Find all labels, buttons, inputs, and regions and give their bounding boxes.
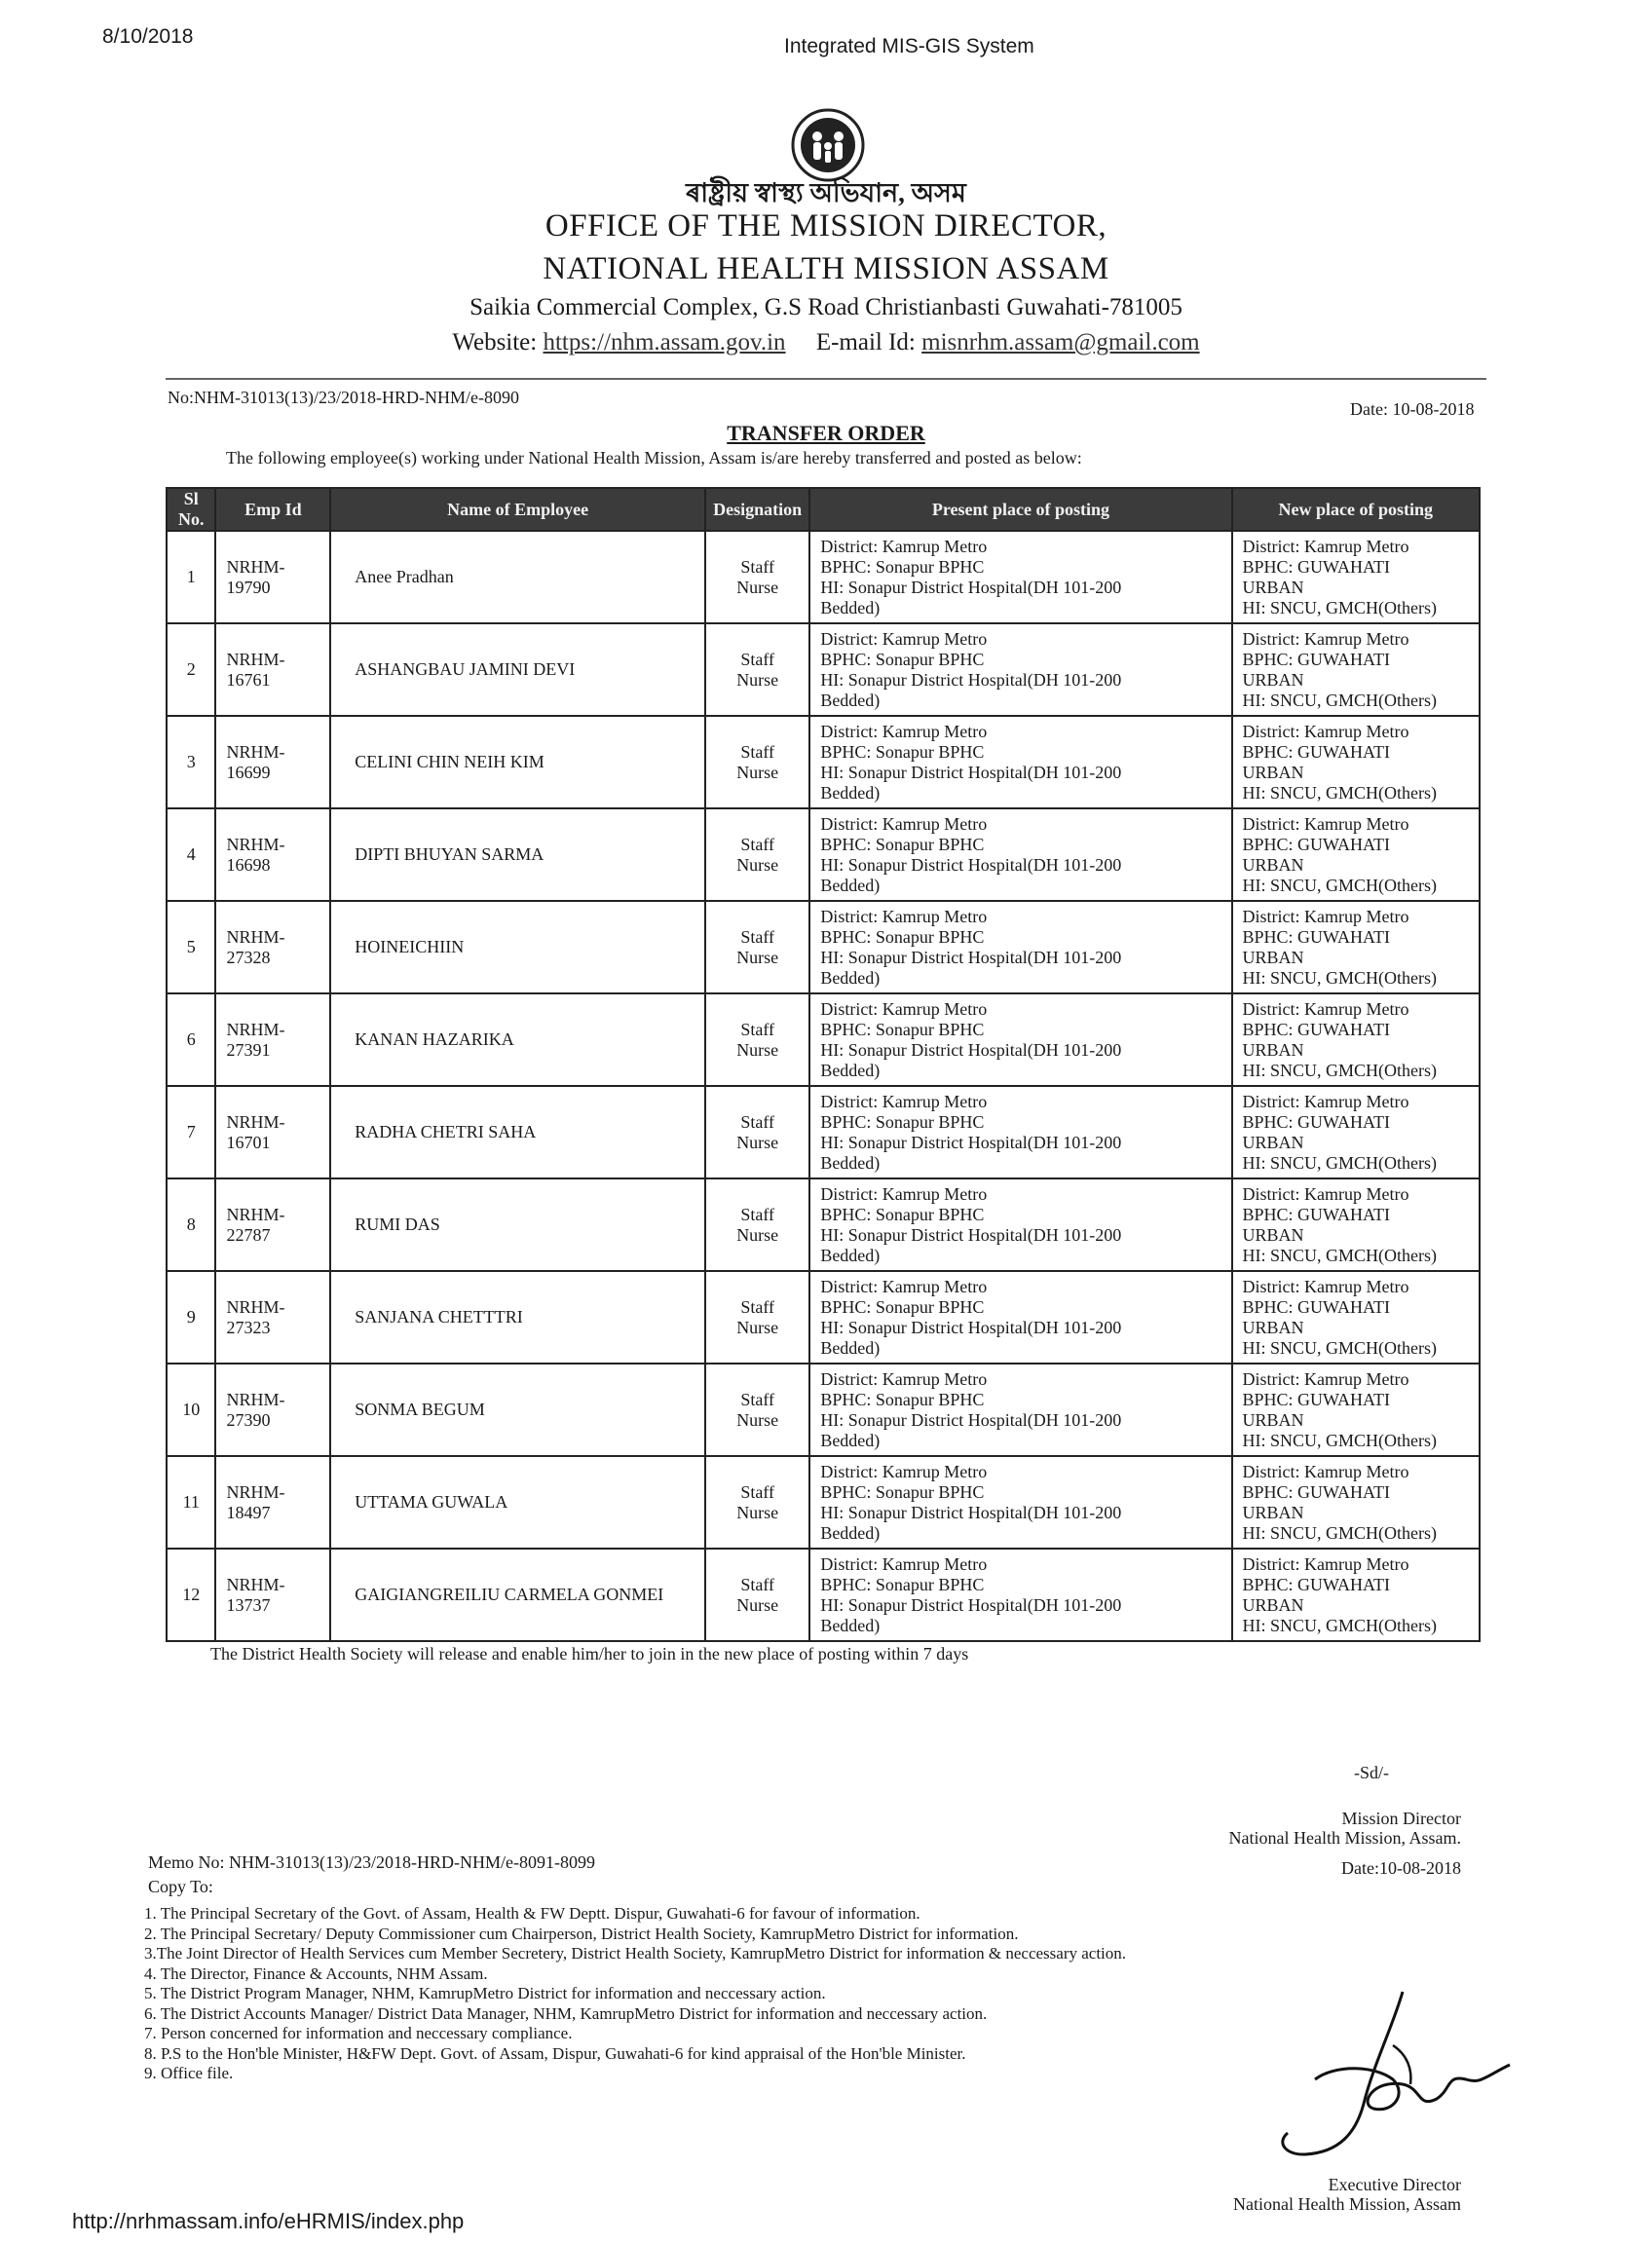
header-present-posting: Present place of posting [809,488,1231,531]
designation-cell-line: Staff [740,556,775,577]
designation-cell-line: Nurse [736,1039,779,1060]
designation-cell-line: Staff [740,1481,775,1502]
new-posting-cell-line: HI: SNCU, GMCH(Others) [1242,1060,1438,1080]
order-intro: The following employee(s) working under National Health Mission, Assam is/are hereby transferred and posted as below: [226,448,1082,467]
table-row [167,623,1480,716]
new-posting-cell [1232,1178,1480,1271]
emp-id-cell-line: NRHM- [226,926,285,947]
present-posting-cell-line: District: Kamrup Metro [820,1276,988,1296]
present-posting-cell-line: Bedded) [820,690,881,710]
present-posting-cell-line: BPHC: Sonapur BPHC [820,1019,985,1039]
new-posting-cell-line: URBAN [1242,1132,1304,1152]
website-link[interactable]: https://nhm.assam.gov.in [543,329,786,355]
emp-id-cell [215,901,330,993]
emp-id-cell-line: 27390 [226,1409,271,1430]
designation-cell-line: Nurse [736,854,779,875]
emp-id-cell [215,716,330,808]
new-posting-cell [1232,901,1480,993]
copy-to-item: 9. Office file. [144,2064,234,2082]
designation-cell [705,623,809,716]
emp-id-cell [215,531,330,623]
new-posting-cell-line: HI: SNCU, GMCH(Others) [1242,1430,1438,1450]
designation-cell-line: Staff [740,1111,775,1132]
emp-id-cell-line: 16699 [226,762,271,782]
emp-id-cell-line: 22787 [226,1224,271,1245]
order-number: No:NHM-31013(13)/23/2018-HRD-NHM/e-8090 [168,388,519,407]
new-posting-cell-line: HI: SNCU, GMCH(Others) [1242,782,1438,803]
present-posting-cell-line: BPHC: Sonapur BPHC [820,1389,985,1409]
table-row [167,1086,1480,1178]
present-posting-cell-line: Bedded) [820,782,881,803]
employee-name-cell: UTTAMA GUWALA [330,1456,705,1549]
emp-id-cell-line: NRHM- [226,1574,285,1594]
emp-id-cell [215,993,330,1086]
employee-name-cell: RUMI DAS [330,1178,705,1271]
employee-name-cell: DIPTI BHUYAN SARMA [330,808,705,901]
new-posting-cell-line: URBAN [1242,1317,1304,1337]
new-posting-cell [1232,808,1480,901]
designation-cell-line: Nurse [736,762,779,782]
new-posting-cell-line: District: Kamrup Metro [1242,906,1409,926]
emp-id-cell-line: NRHM- [226,1204,285,1224]
emp-id-cell [215,808,330,901]
present-posting-cell [809,808,1231,901]
new-posting-cell-line: District: Kamrup Metro [1242,628,1409,649]
sl-no-cell: 5 [167,901,215,993]
emp-id-cell-line: 27328 [226,947,271,967]
new-posting-cell-line: HI: SNCU, GMCH(Others) [1242,1152,1438,1173]
contact-line [0,329,1652,356]
office-address: Saikia Commercial Complex, G.S Road Christianbasti Guwahati-781005 [469,294,1183,320]
emp-id-cell-line: 16698 [226,854,271,875]
new-posting-cell-line: District: Kamrup Metro [1242,1461,1409,1481]
email-link[interactable]: misnrhm.assam@gmail.com [921,329,1200,355]
emp-id-cell-line: 27391 [226,1039,271,1060]
table-row [167,1549,1480,1641]
table-row [167,808,1480,901]
designation-cell [705,1086,809,1178]
sl-no-cell: 11 [167,1456,215,1549]
mission-director-block [1208,1809,1461,1848]
table-header-row [167,488,1480,531]
present-posting-cell-line: District: Kamrup Metro [820,536,988,556]
copy-to-item: 5. The District Program Manager, NHM, KamrupMetro District for information and neccessary action. [144,1984,826,2002]
new-posting-cell-line: HI: SNCU, GMCH(Others) [1242,1522,1438,1543]
designation-cell [705,1178,809,1271]
emp-id-cell-line: NRHM- [226,556,285,577]
present-posting-cell-line: Bedded) [820,1522,881,1543]
new-posting-cell-line: URBAN [1242,669,1304,690]
present-posting-cell-line: BPHC: Sonapur BPHC [820,1111,985,1132]
present-posting-cell-line: District: Kamrup Metro [820,1183,988,1204]
sl-no-cell: 6 [167,993,215,1086]
office-title-line2: NATIONAL HEALTH MISSION ASSAM [543,251,1109,286]
table-row [167,993,1480,1086]
present-posting-cell-line: Bedded) [820,875,881,895]
signed-mark: -Sd/- [1354,1763,1389,1782]
copy-to-item: 6. The District Accounts Manager/ District Data Manager, NHM, KamrupMetro District for information and neccessary action. [144,2003,988,2023]
new-posting-cell-line: HI: SNCU, GMCH(Others) [1242,690,1438,710]
emp-id-cell-line: NRHM- [226,834,285,854]
present-posting-cell-line: Bedded) [820,1615,881,1635]
new-posting-cell-line: URBAN [1242,1409,1304,1430]
present-posting-cell-line: HI: Sonapur District Hospital(DH 101-200 [820,669,1122,690]
new-posting-cell-line: URBAN [1242,1502,1304,1522]
designation-cell-line: Staff [740,926,775,947]
employee-name-cell: CELINI CHIN NEIH KIM [330,716,705,808]
signoff-date: Date:10-08-2018 [1341,1858,1461,1878]
employee-name-cell: Anee Pradhan [330,531,705,623]
copy-to-item: 7. Person concerned for information and neccessary compliance. [144,2024,573,2042]
new-posting-cell-line: District: Kamrup Metro [1242,1368,1409,1389]
memo-number: Memo No: NHM-31013(13)/23/2018-HRD-NHM/e-8091-8099 [148,1852,595,1872]
header-divider [166,378,1486,380]
new-posting-cell-line: HI: SNCU, GMCH(Others) [1242,1337,1438,1358]
new-posting-cell [1232,1086,1480,1178]
emp-id-cell [215,1086,330,1178]
new-posting-cell-line: HI: SNCU, GMCH(Others) [1242,875,1438,895]
emp-id-cell-line: 18497 [226,1502,271,1522]
designation-cell [705,808,809,901]
new-posting-cell-line: URBAN [1242,762,1304,782]
designation-cell-line: Nurse [736,1132,779,1152]
sl-no-cell: 9 [167,1271,215,1364]
present-posting-cell [809,901,1231,993]
new-posting-cell [1232,716,1480,808]
designation-cell [705,901,809,993]
header-emp-id: Emp Id [215,488,330,531]
designation-cell-line: Staff [740,1296,775,1317]
new-posting-cell-line: BPHC: GUWAHATI [1242,741,1391,762]
executive-director-org: National Health Mission, Assam [1233,2194,1461,2214]
emp-id-cell-line: NRHM- [226,1481,285,1502]
present-posting-cell-line: District: Kamrup Metro [820,813,988,834]
present-posting-cell-line: Bedded) [820,967,881,988]
new-posting-cell [1232,623,1480,716]
email-label: E-mail Id: [815,329,916,355]
new-posting-cell-line: District: Kamrup Metro [1242,536,1409,556]
transfer-table [166,487,1481,1642]
footer-url[interactable]: http://nrhmassam.info/eHRMIS/index.php [72,2209,465,2233]
present-posting-cell-line: Bedded) [820,597,881,617]
copy-to-item: 2. The Principal Secretary/ Deputy Commissioner cum Chairperson, District Health Society, KamrupMetro District for information. [144,1924,1019,1943]
table-row [167,1456,1480,1549]
new-posting-cell-line: HI: SNCU, GMCH(Others) [1242,597,1438,617]
sl-no-cell: 8 [167,1178,215,1271]
sl-no-cell: 1 [167,531,215,623]
present-posting-cell [809,1549,1231,1641]
present-posting-cell-line: Bedded) [820,1430,881,1450]
present-posting-cell-line: HI: Sonapur District Hospital(DH 101-200 [820,762,1122,782]
designation-cell-line: Staff [740,834,775,854]
copy-to-list [144,1904,1126,2084]
emp-id-cell-line: NRHM- [226,1019,285,1039]
emp-id-cell-line: 13737 [226,1594,271,1615]
present-posting-cell-line: HI: Sonapur District Hospital(DH 101-200 [820,1594,1122,1615]
new-posting-cell-line: BPHC: GUWAHATI [1242,556,1391,577]
emp-id-cell-line: 27323 [226,1317,271,1337]
present-posting-cell-line: Bedded) [820,1060,881,1080]
new-posting-cell [1232,1456,1480,1549]
new-posting-cell-line: District: Kamrup Metro [1242,1276,1409,1296]
emp-id-cell-line: 16761 [226,669,271,690]
header-new-posting: New place of posting [1232,488,1480,531]
sl-no-cell: 3 [167,716,215,808]
designation-cell-line: Nurse [736,1409,779,1430]
new-posting-cell-line: BPHC: GUWAHATI [1242,1481,1391,1502]
table-row [167,531,1480,623]
order-title: TRANSFER ORDER [727,421,925,445]
present-posting-cell-line: Bedded) [820,1245,881,1265]
emp-id-cell [215,1456,330,1549]
present-posting-cell [809,623,1231,716]
new-posting-cell-line: District: Kamrup Metro [1242,1091,1409,1111]
new-posting-cell-line: District: Kamrup Metro [1242,721,1409,741]
print-date: 8/10/2018 [102,25,194,48]
table-row [167,1178,1480,1271]
present-posting-cell-line: HI: Sonapur District Hospital(DH 101-200 [820,577,1122,597]
emp-id-cell-line: NRHM- [226,1111,285,1132]
sl-no-cell: 4 [167,808,215,901]
sl-no-cell: 10 [167,1364,215,1456]
emp-id-cell-line: NRHM- [226,649,285,669]
copy-to-item: 1. The Principal Secretary of the Govt. of Assam, Health & FW Deptt. Dispur, Guwahati-6 for favour of information. [144,1904,920,1923]
present-posting-cell-line: HI: Sonapur District Hospital(DH 101-200 [820,1039,1122,1060]
present-posting-cell-line: BPHC: Sonapur BPHC [820,834,985,854]
new-posting-cell-line: BPHC: GUWAHATI [1242,1204,1391,1224]
copy-to-item: 3.The Joint Director of Health Services cum Member Secretery, District Health Society, KamrupMetro District for information & neccessary action. [144,1944,1127,1963]
new-posting-cell-line: HI: SNCU, GMCH(Others) [1242,1615,1438,1635]
header-employee-name: Name of Employee [330,488,705,531]
header-designation: Designation [705,488,809,531]
employee-name-cell: SANJANA CHETTTRI [330,1271,705,1364]
emp-id-cell-line: 19790 [226,577,271,597]
designation-cell-line: Staff [740,741,775,762]
present-posting-cell-line: HI: Sonapur District Hospital(DH 101-200 [820,1317,1122,1337]
present-posting-cell-line: District: Kamrup Metro [820,1091,988,1111]
employee-name-cell: RADHA CHETRI SAHA [330,1086,705,1178]
present-posting-cell [809,1178,1231,1271]
new-posting-cell-line: URBAN [1242,1039,1304,1060]
mission-director-title: Mission Director [1341,1809,1461,1828]
present-posting-cell-line: District: Kamrup Metro [820,721,988,741]
new-posting-cell-line: URBAN [1242,577,1304,597]
present-posting-cell-line: HI: Sonapur District Hospital(DH 101-200 [820,854,1122,875]
employee-name-cell: HOINEICHIIN [330,901,705,993]
designation-cell [705,531,809,623]
new-posting-cell-line: URBAN [1242,1594,1304,1615]
present-posting-cell-line: BPHC: Sonapur BPHC [820,926,985,947]
designation-cell-line: Nurse [736,577,779,597]
present-posting-cell-line: HI: Sonapur District Hospital(DH 101-200 [820,1224,1122,1245]
designation-cell [705,1549,809,1641]
present-posting-cell-line: District: Kamrup Metro [820,1368,988,1389]
new-posting-cell-line: BPHC: GUWAHATI [1242,1389,1391,1409]
designation-cell-line: Staff [740,649,775,669]
new-posting-cell-line: URBAN [1242,1224,1304,1245]
new-posting-cell-line: BPHC: GUWAHATI [1242,1296,1391,1317]
copy-to-item: 8. P.S to the Hon'ble Minister, H&FW Dept. Govt. of Assam, Dispur, Guwahati-6 for kind appraisal of the Hon'ble Minister. [144,2043,966,2063]
present-posting-cell-line: BPHC: Sonapur BPHC [820,1296,985,1317]
new-posting-cell-line: BPHC: GUWAHATI [1242,649,1391,669]
present-posting-cell-line: HI: Sonapur District Hospital(DH 101-200 [820,1132,1122,1152]
assamese-title: ৰাষ্ট্ৰীয় স্বাস্থ্য অভিযান, অসম [686,178,966,207]
designation-cell-line: Staff [740,1204,775,1224]
table-row [167,901,1480,993]
new-posting-cell [1232,993,1480,1086]
new-posting-cell-line: HI: SNCU, GMCH(Others) [1242,1245,1438,1265]
present-posting-cell-line: Bedded) [820,1152,881,1173]
system-title: Integrated MIS-GIS System [784,35,1034,57]
present-posting-cell [809,1271,1231,1364]
employee-name-cell: SONMA BEGUM [330,1364,705,1456]
new-posting-cell-line: District: Kamrup Metro [1242,998,1409,1019]
present-posting-cell-line: BPHC: Sonapur BPHC [820,556,985,577]
new-posting-cell-line: District: Kamrup Metro [1242,1553,1409,1574]
new-posting-cell-line: BPHC: GUWAHATI [1242,1574,1391,1594]
designation-cell-line: Nurse [736,1502,779,1522]
new-posting-cell-line: BPHC: GUWAHATI [1242,1111,1391,1132]
new-posting-cell-line: HI: SNCU, GMCH(Others) [1242,967,1438,988]
signature-icon [1247,1987,1520,2162]
present-posting-cell-line: District: Kamrup Metro [820,906,988,926]
emp-id-cell [215,623,330,716]
emp-id-cell [215,1178,330,1271]
present-posting-cell-line: District: Kamrup Metro [820,998,988,1019]
emp-id-cell-line: NRHM- [226,1389,285,1409]
table-body [167,531,1480,1641]
designation-cell-line: Nurse [736,1224,779,1245]
designation-cell-line: Nurse [736,947,779,967]
present-posting-cell-line: Bedded) [820,1337,881,1358]
present-posting-cell-line: District: Kamrup Metro [820,1553,988,1574]
present-posting-cell-line: BPHC: Sonapur BPHC [820,1574,985,1594]
employee-name-cell: GAIGIANGREILIU CARMELA GONMEI [330,1549,705,1641]
new-posting-cell-line: BPHC: GUWAHATI [1242,1019,1391,1039]
designation-cell-line: Staff [740,1019,775,1039]
employee-name-cell: KANAN HAZARIKA [330,993,705,1086]
nhm-logo-icon [790,107,866,183]
emp-id-cell-line: 16701 [226,1132,271,1152]
present-posting-cell-line: BPHC: Sonapur BPHC [820,1481,985,1502]
present-posting-cell-line: HI: Sonapur District Hospital(DH 101-200 [820,1409,1122,1430]
designation-cell [705,1364,809,1456]
present-posting-cell-line: District: Kamrup Metro [820,628,988,649]
new-posting-cell-line: BPHC: GUWAHATI [1242,926,1391,947]
sl-no-cell: 12 [167,1549,215,1641]
executive-director-title: Executive Director [1328,2175,1461,2194]
present-posting-cell [809,993,1231,1086]
emp-id-cell-line: NRHM- [226,1296,285,1317]
employee-name-cell: ASHANGBAU JAMINI DEVI [330,623,705,716]
present-posting-cell [809,531,1231,623]
emp-id-cell-line: NRHM- [226,741,285,762]
emp-id-cell [215,1364,330,1456]
designation-cell-line: Staff [740,1574,775,1594]
website-label: Website: [452,329,538,355]
sl-no-cell: 7 [167,1086,215,1178]
executive-director-block [1130,2175,1461,2214]
release-note: The District Health Society will release and enable him/her to join in the new place of posting within 7 days [210,1644,969,1664]
present-posting-cell-line: BPHC: Sonapur BPHC [820,1204,985,1224]
present-posting-cell-line: HI: Sonapur District Hospital(DH 101-200 [820,947,1122,967]
present-posting-cell-line: BPHC: Sonapur BPHC [820,649,985,669]
designation-cell-line: Nurse [736,1317,779,1337]
designation-cell-line: Nurse [736,1594,779,1615]
present-posting-cell-line: HI: Sonapur District Hospital(DH 101-200 [820,1502,1122,1522]
mission-director-org: National Health Mission, Assam. [1228,1828,1461,1848]
new-posting-cell [1232,531,1480,623]
present-posting-cell [809,1456,1231,1549]
order-date: Date: 10-08-2018 [1350,399,1475,419]
designation-cell-line: Nurse [736,669,779,690]
designation-cell-line: Staff [740,1389,775,1409]
table-row [167,716,1480,808]
new-posting-cell-line: URBAN [1242,854,1304,875]
new-posting-cell-line: BPHC: GUWAHATI [1242,834,1391,854]
table-row [167,1364,1480,1456]
designation-cell [705,716,809,808]
designation-cell [705,1456,809,1549]
designation-cell [705,1271,809,1364]
new-posting-cell [1232,1271,1480,1364]
table-row [167,1271,1480,1364]
present-posting-cell-line: BPHC: Sonapur BPHC [820,741,985,762]
header-sl-no: Sl No. [167,488,215,531]
copy-to-item: 4. The Director, Finance & Accounts, NHM Assam. [144,1963,488,1983]
emp-id-cell [215,1271,330,1364]
copy-to-label: Copy To: [148,1877,213,1896]
present-posting-cell-line: District: Kamrup Metro [820,1461,988,1481]
sl-no-cell: 2 [167,623,215,716]
present-posting-cell [809,716,1231,808]
present-posting-cell [809,1364,1231,1456]
office-title-line1: OFFICE OF THE MISSION DIRECTOR, [544,208,1108,243]
designation-cell [705,993,809,1086]
emp-id-cell [215,1549,330,1641]
new-posting-cell [1232,1364,1480,1456]
new-posting-cell-line: District: Kamrup Metro [1242,1183,1409,1204]
new-posting-cell [1232,1549,1480,1641]
present-posting-cell [809,1086,1231,1178]
new-posting-cell-line: URBAN [1242,947,1304,967]
new-posting-cell-line: District: Kamrup Metro [1242,813,1409,834]
